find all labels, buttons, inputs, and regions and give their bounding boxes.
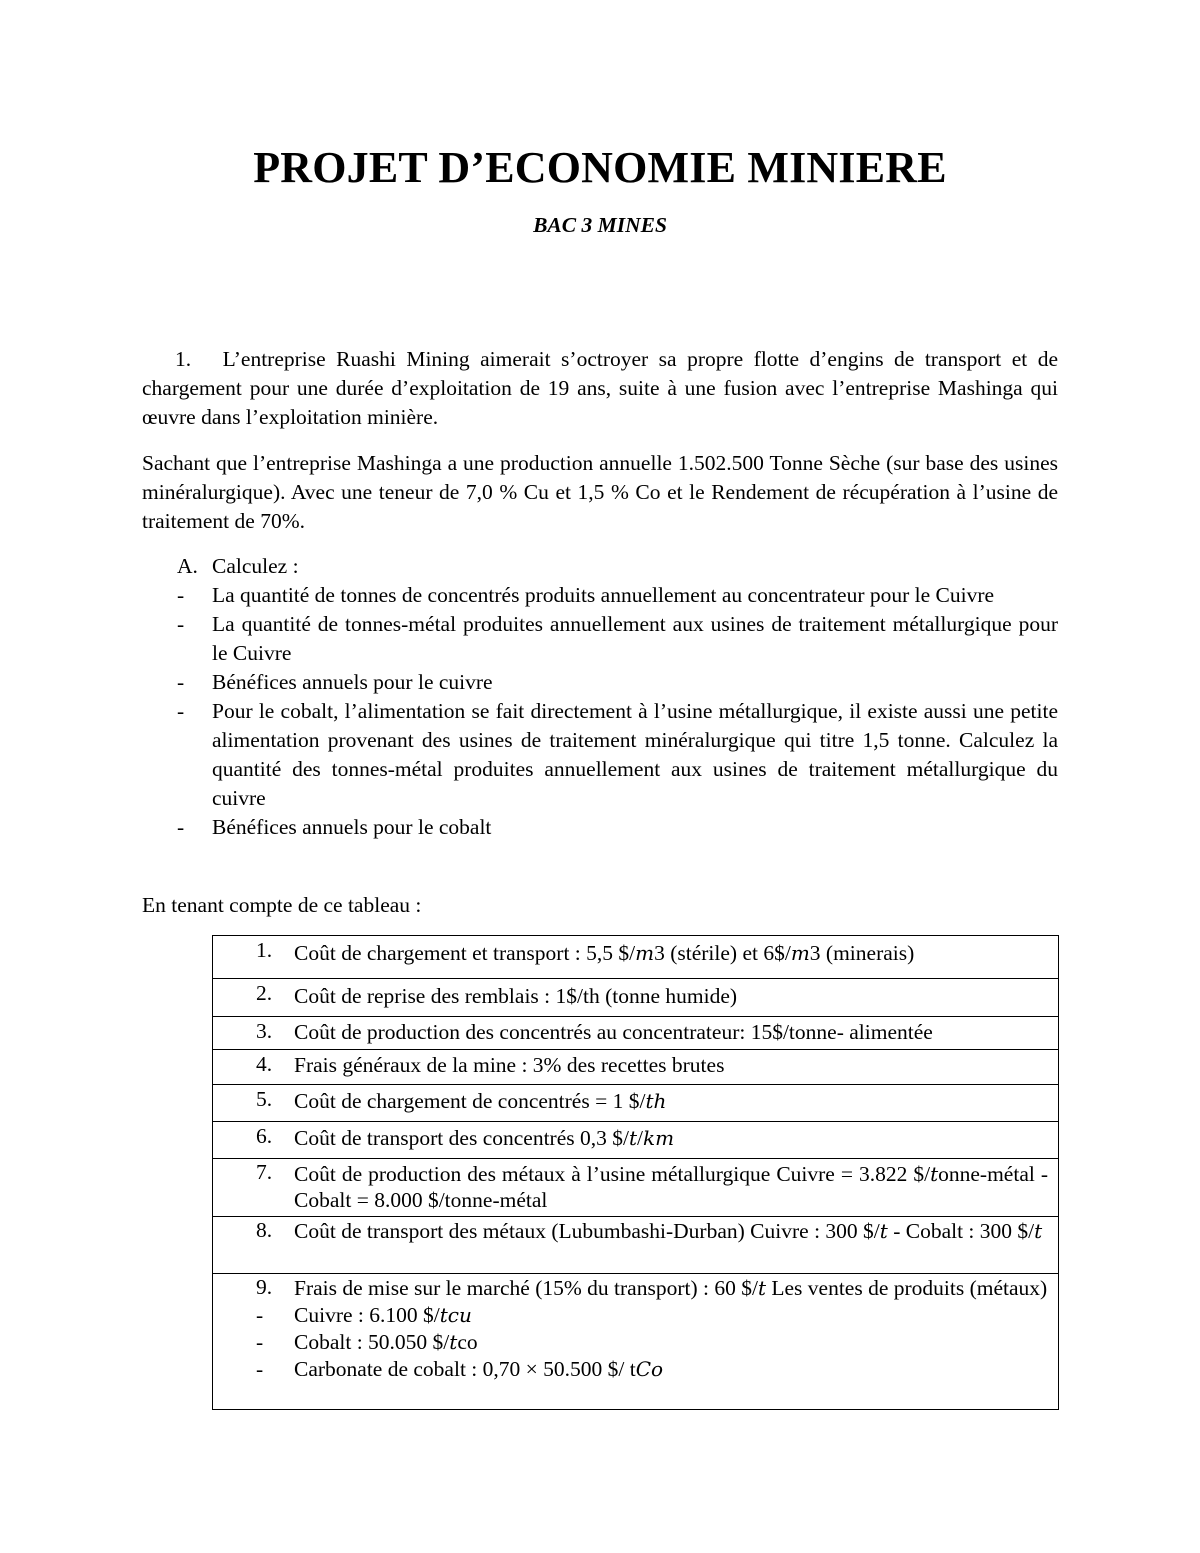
sub-item-text: Carbonate de cobalt : 0,70 × 50.500 $/ t [294,1357,636,1381]
table-row [213,1050,1059,1085]
list-item [142,668,1058,697]
paragraph-1-text: L’entreprise Ruashi Mining aimerait s’octroyer sa propre flotte d’engins de transport et de chargement pour une durée d’exploitation de 19 ans, suite à une fusion avec l’entreprise Mashinga qui œuvre dans l’exploitation minière. [142,347,1059,429]
list-item-text: Pour le cobalt, l’alimentation se fait directement à l’usine métallurgique, il existe aussi une petite alimentation provenant des usines de traitement minéralurgique qui titre 1,5 tonne. Calculez la quantité des tonnes-métal produites annuellement aux usines de traitement métallurgique du cuivre [212,699,1058,810]
row-text: 3 (stérile) et 6$/ [654,941,791,965]
table-cell [213,1050,1059,1085]
list-item [142,610,1058,668]
list-item [142,813,1058,842]
row-number: 6. [256,1124,273,1148]
sub-item [256,1356,1048,1383]
row-text: Coût de production des concentrés au concentrateur: 15$/tonne- alimentée [294,1020,933,1044]
table-cell [213,979,1059,1017]
row-text: onne-métal - Cobalt = 8.000 $/tonne-métal [294,1162,1048,1212]
row-number: 9. [256,1275,273,1299]
section-number: 1. [175,347,192,371]
math-symbol: Co [635,1357,664,1381]
row-text: Coût de transport des concentrés 0,3 $/ [294,1126,629,1150]
math-symbol: tcu [439,1303,472,1327]
sub-item-text: co [457,1330,478,1354]
bullet-dash: - [177,815,185,839]
paragraph-2: Sachant que l’entreprise Mashinga a une production annuelle 1.502.500 Tonne Sèche (sur base des usines minéralurgique). Avec une teneur de 7,0 % Cu et 1,5 % Co et le Rendement de récupération à l’usine de traitement de 70%. [142,451,1058,533]
list-item [142,697,1058,813]
table-cell [213,1274,1059,1410]
row-number: 4. [256,1052,273,1076]
row-text: Coût de reprise des remblais : 1$/th (tonne humide) [294,984,738,1008]
paragraph-1 [142,345,1058,432]
row-text: Coût de transport des métaux (Lubumbashi-Durban) Cuivre : 300 $/ [294,1219,880,1243]
table-row [213,936,1059,979]
row-number: 1. [256,938,273,962]
table-row [213,1122,1059,1159]
bullet-dash: - [177,583,185,607]
bullet-dash: - [256,1330,264,1354]
bullet-dash: - [177,699,185,723]
table-cell [213,1217,1059,1274]
list-item-text: La quantité de tonnes de concentrés produits annuellement au concentrateur pour le Cuivre [212,583,995,607]
row-text: Frais de mise sur le marché (15% du transport) : 60 $/ [294,1276,758,1300]
table-row [213,1085,1059,1122]
list-item-text: La quantité de tonnes-métal produites annuellement aux usines de traitement métallurgique pour le Cuivre [212,612,1058,665]
math-symbol: t [757,1276,766,1300]
table-intro: En tenant compte de ce tableau : [142,893,422,917]
document-title: PROJET D’ECONOMIE MINIERE [253,143,947,192]
math-symbol: t [879,1219,888,1243]
table-cell [213,1159,1059,1217]
part-heading [177,552,299,581]
table-row [213,1217,1059,1274]
math-symbol: m [635,941,655,965]
list-item-text: Bénéfices annuels pour le cobalt [212,815,492,839]
row-text: 3 (minerais) [809,941,915,965]
sub-item [256,1329,1048,1356]
table-row [213,1159,1059,1217]
part-label: Calculez : [212,554,299,578]
row-number: 2. [256,981,273,1005]
list-item [142,581,1058,610]
row-text: Coût de chargement et transport : 5,5 $/ [294,941,636,965]
row-text: - Cobalt : 300 $/ [887,1219,1035,1243]
table-cell [213,1085,1059,1122]
table-row [213,1017,1059,1050]
sub-item-text: Cuivre : 6.100 $/ [294,1303,440,1327]
table-cell [213,1122,1059,1159]
bullet-dash: - [256,1357,264,1381]
math-symbol: th [645,1089,667,1113]
row-number: 8. [256,1218,273,1242]
document-subtitle: BAC 3 MINES [533,213,667,237]
row-text: Les ventes de produits (métaux) [765,1276,1048,1300]
table-cell [213,936,1059,979]
list-item-text: Bénéfices annuels pour le cuivre [212,670,493,694]
bullet-dash: - [177,670,185,694]
math-symbol: t [930,1162,939,1186]
row-text: / [637,1126,643,1150]
table-row [213,1274,1059,1410]
bullet-dash: - [177,612,185,636]
sub-item-text: Cobalt : 50.050 $/ [294,1330,450,1354]
table-row [213,979,1059,1017]
row-text: Coût de chargement de concentrés = 1 $/ [294,1089,646,1113]
bullet-list [142,581,1058,842]
math-symbol: t [449,1330,458,1354]
sub-item [256,1302,1048,1329]
part-letter: A. [177,554,198,578]
row-number: 7. [256,1160,273,1184]
bullet-dash: - [256,1303,264,1327]
table-cell [213,1017,1059,1050]
math-symbol: km [643,1126,675,1150]
row-number: 5. [256,1087,273,1111]
row-text: Frais généraux de la mine : 3% des recettes brutes [294,1053,725,1077]
math-symbol: m [790,941,810,965]
row-text: Coût de production des métaux à l’usine métallurgique Cuivre = 3.822 $/ [294,1162,931,1186]
cost-table [212,935,1059,1410]
math-symbol: t [628,1126,638,1150]
row-number: 3. [256,1019,273,1043]
math-symbol: t [1034,1219,1043,1243]
